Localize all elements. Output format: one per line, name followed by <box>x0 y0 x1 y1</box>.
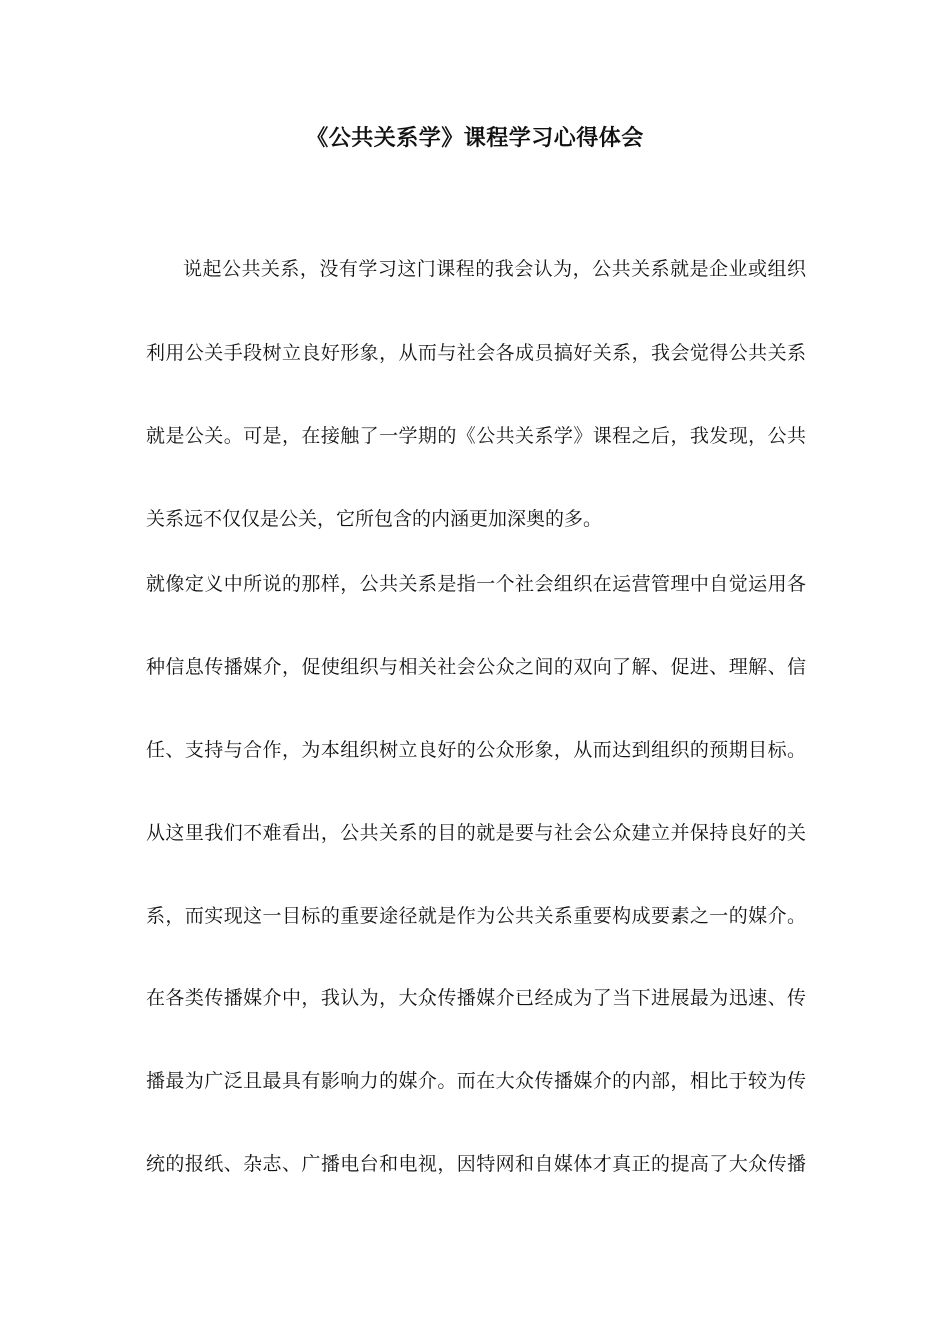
paragraph-line: 就像定义中所说的那样，公共关系是指一个社会组织在运营管理中自觉运用各 <box>146 573 806 595</box>
paragraph-line: 就是公关。可是，在接触了一学期的《公共关系学》课程之后，我发现，公共 <box>146 425 806 447</box>
paragraph-line: 统的报纸、杂志、广播电台和电视，因特网和自媒体才真正的提高了大众传播 <box>146 1153 806 1175</box>
paragraph-line: 利用公关手段树立良好形象，从而与社会各成员搞好关系，我会觉得公共关系 <box>146 342 806 364</box>
paragraph-line: 说起公共关系，没有学习这门课程的我会认为，公共关系就是企业或组织 <box>183 258 806 280</box>
paragraph-line: 任、支持与合作，为本组织树立良好的公众形象，从而达到组织的预期目标。 <box>146 739 806 761</box>
paragraph-line: 种信息传播媒介，促使组织与相关社会公众之间的双向了解、促进、理解、信 <box>146 656 806 678</box>
paragraph-line: 系，而实现这一目标的重要途径就是作为公共关系重要构成要素之一的媒介。 <box>146 905 806 927</box>
paragraph-line: 播最为广泛且最具有影响力的媒介。而在大众传播媒介的内部，相比于较为传 <box>146 1070 806 1092</box>
paragraph-line: 从这里我们不难看出，公共关系的目的就是要与社会公众建立并保持良好的关 <box>146 822 806 844</box>
document-title: 《公共关系学》课程学习心得体会 <box>306 125 644 151</box>
paragraph-line: 关系远不仅仅是公关，它所包含的内涵更加深奥的多。 <box>146 508 603 530</box>
paragraph-line: 在各类传播媒介中，我认为，大众传播媒介已经成为了当下进展最为迅速、传 <box>146 987 806 1009</box>
